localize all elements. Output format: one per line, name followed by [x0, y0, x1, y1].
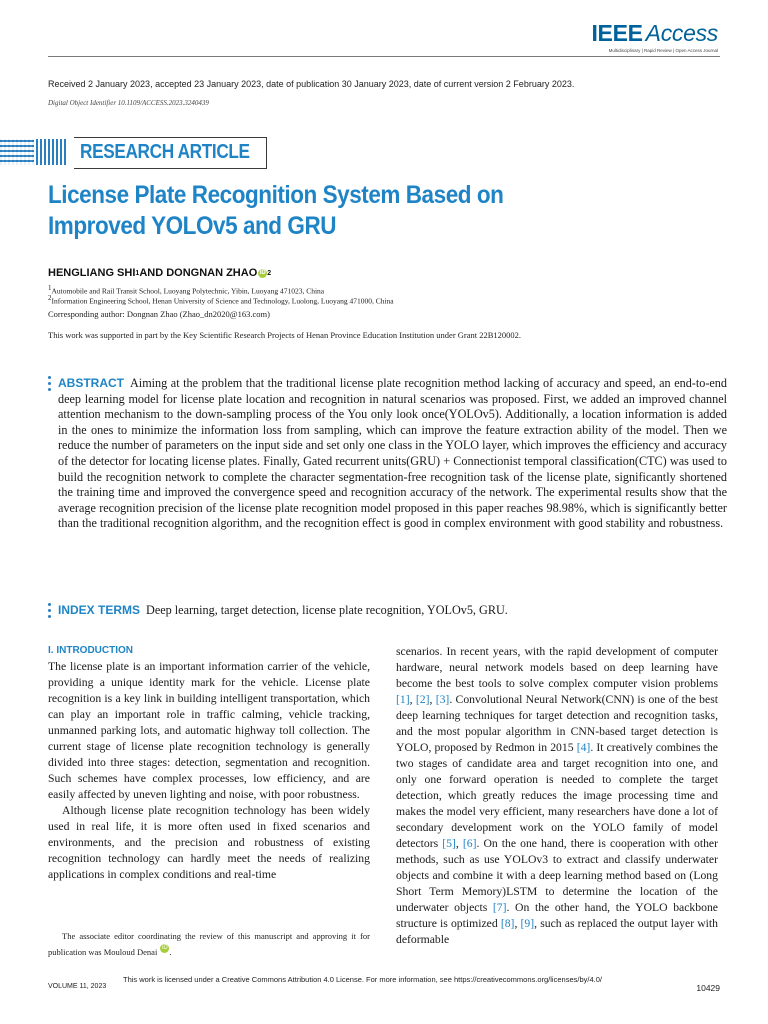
ieee-access-logo — [591, 20, 718, 53]
intro-paragraph-continued: scenarios. In recent years, with the rapid development of computer hardware, neural network models based on deep learning have become the best tools to solve complex computer vision problems [1], [2], [3]. Convolutional Neural Network(CNN) is one of the best deep learning techniques for target detection and recognition tasks, and the most popular algorithm in CNN-based target detection is YOLO, proposed by Redmon in 2015 [4]. It creatively combines the two stages of candidate area and target recognition into one, and only one forward operation is needed to complete the target detection, which greatly reduces the image processing time and makes the model very efficient, many researchers have done a lot of secondary development work on the YOLO family of model detectors [5], [6]. On the one hand, there is cooperation with other methods, such as use YOLOv3 to extract and classify underwater objects and combine it with a deep learning method based on (Long Short Term Memory)LSTM to determine the location of the underwater objects [7]. On the other hand, the YOLO backbone structure is optimized [8], [9], such as replaced the output layer with deformable — [396, 645, 719, 946]
section-heading: I. INTRODUCTION — [48, 645, 133, 656]
citation-link[interactable]: [7] — [492, 901, 507, 914]
authors — [48, 267, 271, 279]
research-article-banner — [0, 133, 270, 171]
paper-title — [48, 180, 588, 242]
abstract — [58, 376, 727, 532]
orcid-icon[interactable]: iD — [162, 945, 168, 951]
header-rule — [48, 56, 720, 57]
intro-paragraph-1: The license plate is an important information carrier of the vehicle, providing a unique identity mark for the vehicle. License plate recognition is a key link in building intelligent transportation, which can play an important role in traffic calming, vehicle tracking, unmanned parking lots, and automatic highway toll collection. The current stage of license plate recognition technology is generally divided into three stages: detection, segmentation and recognition. Such schemes have complex processes, low efficiency, and are easily affected by uneven lighting and noise, with poor robustness. — [48, 660, 370, 801]
logo-tagline: Multidisciplinary | Rapid Review | Open Access Journal — [608, 48, 718, 53]
banner-stripes-icon — [0, 139, 68, 165]
index-terms-label: INDEX TERMS — [58, 603, 141, 617]
volume-label: VOLUME 11, 2023 — [48, 983, 107, 990]
editor-footnote: The associate editor coordinating the review of this manuscript and approving it for publication was Mouloud Denai iD . — [48, 931, 370, 957]
citation-link[interactable]: [8] — [500, 917, 515, 930]
received-dates: Received 2 January 2023, accepted 23 January 2023, date of publication 30 January 2023, date of current version 2 February 2023. — [48, 79, 575, 89]
affiliation-1: 1Automobile and Rail Transit School, Luoyang Polytechnic, Yibin, Luoyang 471023, China — [48, 284, 325, 296]
corresponding-author: Corresponding author: Dongnan Zhao (Zhao_dn2020@163.com) — [48, 309, 270, 319]
logo-access: Access — [645, 20, 718, 46]
intro-paragraph-2: Although license plate recognition technology has been widely used in real life, it is more often used in fixed scenarios and environments, and the precision and robustness of existing recognition technology can hardly meet the needs of realizing applications in complex conditions and real-time — [48, 804, 370, 881]
abstract-dots-icon — [48, 376, 51, 394]
column-right — [396, 644, 718, 948]
doi: Digital Object Identifier 10.1109/ACCESS.2023.3240439 — [48, 99, 209, 107]
column-left — [48, 644, 370, 883]
author-1-sup: 1 — [135, 269, 140, 277]
author-2-sup: 2 — [267, 269, 272, 277]
citation-link[interactable]: [6] — [462, 837, 477, 850]
affiliation-2: 2Information Engineering School, Henan University of Science and Technology, Luolong, Luoyang 471000, China — [48, 294, 394, 306]
logo-ieee: IEEE — [591, 20, 643, 46]
citation-link[interactable]: [2] — [415, 693, 430, 706]
citation-link[interactable]: [5] — [442, 837, 456, 850]
page-number: 10429 — [696, 983, 720, 993]
citation-link[interactable]: [9] — [520, 917, 535, 930]
index-dots-icon — [48, 603, 51, 621]
citation-link[interactable]: [1] — [396, 693, 410, 706]
citation-link[interactable]: [3] — [435, 693, 450, 706]
author-2: AND DONGNAN ZHAO — [139, 267, 258, 279]
citation-link[interactable]: [4] — [576, 741, 591, 754]
license-note: This work is licensed under a Creative Commons Attribution 4.0 License. For more information, see https://creativecommons.org/licenses/by/4.0/ — [123, 975, 602, 984]
funding-note: This work was supported in part by the Key Scientific Research Projects of Henan Province Education Institution under Grant 22B120002. — [48, 330, 522, 340]
title-line-1: License Plate Recognition System Based on — [48, 181, 504, 209]
index-terms — [58, 603, 508, 618]
abstract-text: Aiming at the problem that the traditional license plate recognition method lacking of accuracy and speed, an end-to-end deep learning model for license plate location and recognition in natural scenarios was proposed. First, we added an improved channel attention mechanism to the down-sampling process of the You only look once(YOLOv5). Additionally, a location information is added in the ones to minimize the information loss from sampling, which can improve the feature extraction ability of the model. Then we reduce the number of parameters on the input side and set only one class in the YOLO layer, which improves the efficiency and accuracy of the detector for locating license plates. Finally, Gated recurrent units(GRU) + Connectionist temporal classification(CTC) was used to build the recognition network to complete the character segmentation-free recognition task of the license plate, significantly shortened the training time and improved the convergence speed and recognition accuracy of the network. The experimental results show that the average recognition precision of the license plate recognition model proposed in this paper reaches 98.98%, which is significantly better than the traditional recognition algorithm, and the recognition effect is good in complex environment with good stability and robustness. — [58, 376, 727, 531]
title-line-2: Improved YOLOv5 and GRU — [48, 212, 337, 240]
abstract-label: ABSTRACT — [58, 376, 124, 390]
author-1: HENGLIANG SHI — [48, 267, 136, 279]
banner-label: RESEARCH ARTICLE — [80, 141, 250, 163]
index-terms-text: Deep learning, target detection, license plate recognition, YOLOv5, GRU. — [146, 603, 508, 617]
orcid-icon[interactable]: iD — [259, 269, 266, 276]
